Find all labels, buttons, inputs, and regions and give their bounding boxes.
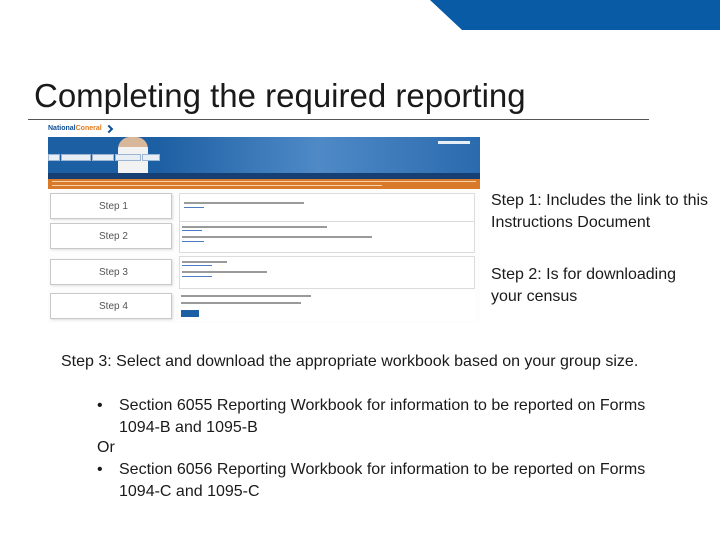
step-3-description	[179, 256, 475, 289]
logo-chevron-icon	[105, 125, 113, 133]
step-2-download-link[interactable]	[182, 241, 204, 242]
step-2-text-line	[182, 226, 327, 228]
notice-text-line	[52, 185, 382, 186]
step-4-description	[179, 291, 475, 321]
step-4-label: Step 4	[99, 301, 128, 312]
bullet-text: Section 6056 Reporting Workbook for information to be reported on Forms 1094-C and 1095-C	[119, 461, 646, 500]
step-2-note: Step 2: Is for downloading your census	[491, 266, 677, 305]
step-3-box	[50, 259, 172, 285]
notice-text-line	[52, 181, 476, 182]
step-3-intro: Step 3: Select and download the appropriate workbook based on your group size.	[61, 353, 639, 370]
step-4-text-line	[181, 295, 311, 297]
website-nav-4[interactable]	[115, 154, 141, 161]
step-3-workbook-link[interactable]	[182, 265, 212, 266]
step-2-box	[50, 223, 172, 249]
slide-title: Completing the required reporting	[34, 77, 526, 114]
website-submit-button[interactable]	[181, 310, 199, 317]
corner-accent-band	[430, 0, 720, 30]
step-2-text-line	[182, 236, 372, 238]
website-header	[48, 123, 480, 137]
website-nav-5[interactable]	[142, 154, 160, 161]
bullet-icon: •	[97, 397, 103, 414]
step-2-link[interactable]	[182, 230, 202, 231]
website-logo	[48, 125, 102, 132]
step-1-box	[50, 193, 172, 219]
website-nav-home[interactable]	[48, 154, 60, 161]
step-1-link[interactable]	[184, 207, 204, 208]
step-1-description	[179, 193, 475, 222]
website-logo-part-1: National	[48, 125, 76, 132]
step-3-text-line	[182, 271, 267, 273]
step-1-text-line	[184, 202, 304, 204]
step-4-text-line	[181, 302, 301, 304]
website-nav-3[interactable]	[92, 154, 114, 161]
step-1-note: Step 1: Includes the link to this Instructions Document	[491, 192, 709, 231]
website-notice-strip	[48, 179, 480, 189]
title-divider	[28, 119, 649, 120]
step-3-workbook-link[interactable]	[182, 276, 212, 277]
step-1-label: Step 1	[99, 201, 128, 212]
step-4-box	[50, 293, 172, 319]
bullet-text: Section 6055 Reporting Workbook for information to be reported on Forms 1094-B and 1095-B	[119, 397, 646, 436]
or-label: Or	[97, 439, 115, 456]
bullet-icon: •	[97, 461, 103, 478]
website-banner-gradient	[158, 137, 480, 173]
website-logo-part-2: Coneral	[75, 125, 102, 132]
step-2-label: Step 2	[99, 231, 128, 242]
step-3-text-line	[182, 261, 227, 263]
website-screenshot	[48, 123, 480, 323]
step-3-label: Step 3	[99, 267, 128, 278]
step-2-description	[179, 221, 475, 253]
website-nav-2[interactable]	[61, 154, 91, 161]
website-header-link[interactable]	[438, 141, 470, 144]
